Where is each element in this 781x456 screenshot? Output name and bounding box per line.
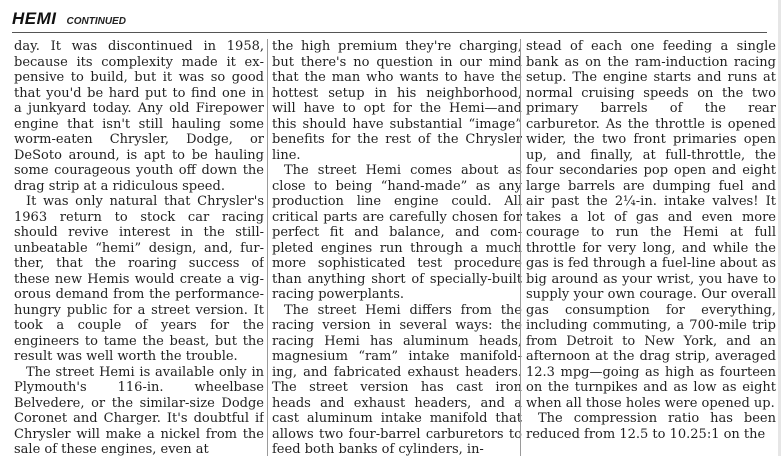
text-column-3 xyxy=(526,39,776,456)
page-header xyxy=(12,9,126,31)
paragraph: the high premium they're charging, but there's no question in our mind that the man who wants to have the hottest setup in his neighborhood, will have to opt for the Hemi—and this should have substantial “image” benefits for the rest of the Chrysler line. xyxy=(272,39,522,163)
column-divider xyxy=(267,39,268,456)
text-column-2 xyxy=(272,39,522,456)
article-title: HEMI xyxy=(12,9,57,28)
paragraph: The street Hemi comes about as close to being “hand-made” as any production line engine could. All critical parts are carefully chosen for perfect fit and balance, and completed engines run through a much more sophisticated test procedure than anything short of specially-built racing powerplants. xyxy=(272,163,522,302)
column-divider xyxy=(520,39,521,456)
paragraph: day. It was discontinued in 1958, because its complexity made it expensive to build, but it was so good that you'd be hard put to find one in a junkyard today. Any old Firepower engine that isn't still hauling some worm-eaten Chrysler, Dodge, or DeSoto around, is apt to be hauling some courageous youth off down the drag strip at a ridiculous speed. xyxy=(14,39,264,194)
paragraph: The street Hemi differs from the racing version in several ways: the racing Hemi has aluminum heads, magnesium “ram” intake manifolding, and fabricated exhaust headers. The street version has cast iron heads and exhaust headers, and a cast aluminum intake manifold that allows two four-barrel carburetors to feed both banks of cylinders, in- xyxy=(272,302,522,456)
header-rule xyxy=(12,32,767,33)
text-column-1 xyxy=(14,39,264,456)
paragraph: stead of each one feeding a single bank as on the ram-induction racing setup. The engine starts and runs at normal cruising speeds on the two primary barrels of the rear carburetor. As the throttle is opened wider, the two front primaries open up, and finally, at full-throttle, the four secondaries pop open and eight large barrels are dumping fuel and air past the 2¼-in. intake valves! It takes a lot of gas and even more courage to run the Hemi at full throttle for very long, and while the gas is fed through a fuel-line about as big around as your wrist, you have to supply your own courage. Our overall gas consumption for everything, including commuting, a 700-mile trip from Detroit to New York, and an afternoon at the drag strip, averaged 12.3 mpg—going as high as fourteen on the turnpikes and as low as eight when all those holes were opened up. xyxy=(526,39,776,411)
continued-label: CONTINUED xyxy=(66,16,126,27)
paragraph: The compression ratio has been reduced from 12.5 to 10.25:1 on the xyxy=(526,411,776,442)
paragraph: The street Hemi is available only in Plymouth's 116-in. wheelbase Belvedere, or the similar-size Dodge Coronet and Charger. It's doubtful if Chrysler will make a nickel from the sale of these engines, even at xyxy=(14,364,264,456)
paragraph: It was only natural that Chrysler's 1963 return to stock car racing should revive interest in the still-unbeatable “hemi” design, and, further, that the roaring success of these new Hemis would create a vigorous demand from the performance-hungry public for a street version. It took a couple of years for the engineers to tame the beast, but the result was well worth the trouble. xyxy=(14,194,264,364)
